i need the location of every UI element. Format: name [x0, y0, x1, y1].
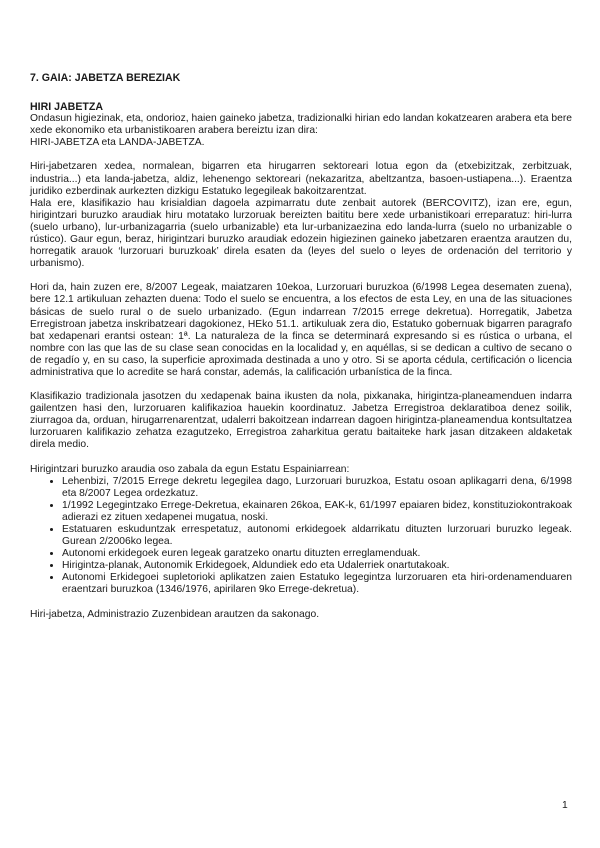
list-item: • Hirigintza-planak, Autonomik Erkidegoek, Aldundiek edo eta Udalerriek onartutakoak.	[62, 560, 572, 572]
page-number: 1	[562, 800, 568, 811]
list-item: • Autonomi erkidegoek euren legeak garatzeko onartu dituzten erreglamenduak.	[62, 548, 572, 560]
list-item: • 1/1992 Legegintzako Errege-Dekretua, ekainaren 26koa, EAK-k, 61/1997 epaiaren bidez, konstituziokontrakoak adierazi ez zituen xedapenei mugatua, noski.	[62, 500, 572, 524]
closing-paragraph: Hiri-jabetza, Administrazio Zuzenbidean arautzen da sakonago.	[30, 608, 320, 620]
list-item: • Lehenbizi, 7/2015 Errege dekretu legegilea dago, Lurzoruari buruzkoa, Estatu osoan aplikagarri dena, 6/1998 eta 8/2007 Legea ordezkatuz.	[62, 476, 572, 500]
intro-line: HIRI-JABETZA eta LANDA-JABETZA.	[30, 137, 205, 149]
chapter-title: 7. GAIA: JABETZA BEREZIAK	[30, 72, 181, 84]
paragraph-3: Hori da, hain zuzen ere, 8/2007 Legeak, maiatzaren 10ekoa, Lurzoruari buruzkoa (6/1998 Legea desematen zuena), bere 12.1 artikuluan zehazten duena: Todo el suelo se encuentra, a los efectos de esta Ley, en una de las situaciones básicas de suelo rural o de suelo urbanizado. (Egun indarrean 7/2015 errege dekretua). Horregatik, Jabetza Erregistroan jabetza inskribatzeari dagokionez, HEko 51.1. artikuluak zera dio, Estatuko gobernuak bigarren paragrafo bat xedapenari erantsi ostean: 1ª. La naturaleza de la finca se determinará expresando si es rústica o urbana, el nombre con las que las de su clase sean conocidas en la localidad y, en aquéllas, si se dedican a cultivo de secano o de regadío y, en su caso, la superficie aproximada destinada a uno y otro. Si se aporta cédula, certificación o licencia administrativa que lo acredite se hará constar, además, la calificación urbanística de la finca.	[30, 282, 572, 378]
list-intro: Hirigintzari buruzko araudia oso zabala da egun Estatu Espainiarrean:	[30, 463, 350, 475]
paragraph-2: Hala ere, klasifikazio hau krisialdian dagoela azpimarratu dute zenbait autorek (BERCOVITZ), izan ere, egun, hirigintzari buruzko araudiak hiru motatako lurzoruak bereizten baititu bere xede urbanistikoari erreparatuz: hiri-lurra (suelo urbano), lur-urbanizagarria (suelo urbanizable) eta lur-urbanizaezina edo landa-lurra (suelo no urbanizable o rústico). Gaur egun, beraz, hirigintzari buruzko araudiak edozein higiezinen gaineko jabetzaren eraentza arautzen du, horregatik arauok ‘lurzoruari buruzkoak’ direla esaten da (leyes del suelo o leyes de ordenación del territorio y urbanismo).	[30, 197, 572, 270]
section-heading: HIRI JABETZA	[30, 101, 103, 114]
paragraph-4: Klasifikazio tradizionala jasotzen du xedapenak baina ikusten da nola, pixkanaka, hirigintza-planeamenduen indarra gailentzen hasi den, lurzoruaren kalifikazioa hauekin koordinatuz. Jabetza Erregistroa deklaratiboa denez soilik, ziurragoa da, orduan, hirugarrenarentzat, udalerri bakoitzean indarrean dagoen hirigintza-planeamendua kontsultatzea lurzoruaren kalifikazio zehatza ezagutzeko, Erregistroa zaharkitua geratu baitaiteke hark jasan ditzakeen aldaketak direla medio.	[30, 391, 572, 451]
list-item: • Estatuaren eskuduntzak errespetatuz, autonomi erkidegoek aldarrikatu dituzten lurzoruari buruzko legeak. Gurean 2/2006ko legea.	[62, 524, 572, 548]
paragraph-1: Hiri-jabetzaren xedea, normalean, bigarren eta hirugarren sektoreari lotua egon da (etxebizitzak, zerbitzuak, industria...) eta landa-jabetza, aldiz, lehenengo sektoreari (nekazaritza, abeltzantza, basoen-ustiapena...). Eraentza juridiko ezberdinak aurkezten dizkigu Estatuko legegileak bakoitzarentzat.	[30, 161, 572, 197]
regulation-list	[30, 476, 572, 597]
list-item: • Autonomi Erkidegoei supletorioki aplikatzen zaien Estatuko legegintza lurzoruaren eta hiri-ordenamenduaren eraentzari buruzkoa (1346/1976, apirilaren 9ko Errege-dekretua).	[62, 572, 572, 596]
intro-paragraph: Ondasun higiezinak, eta, ondorioz, haien gaineko jabetza, tradizionalki hirian edo landan kokatzearen arabera eta bere xede ekonomiko eta urbanistikoaren arabera bereiztu izan dira:	[30, 113, 572, 137]
document-page	[30, 72, 572, 621]
